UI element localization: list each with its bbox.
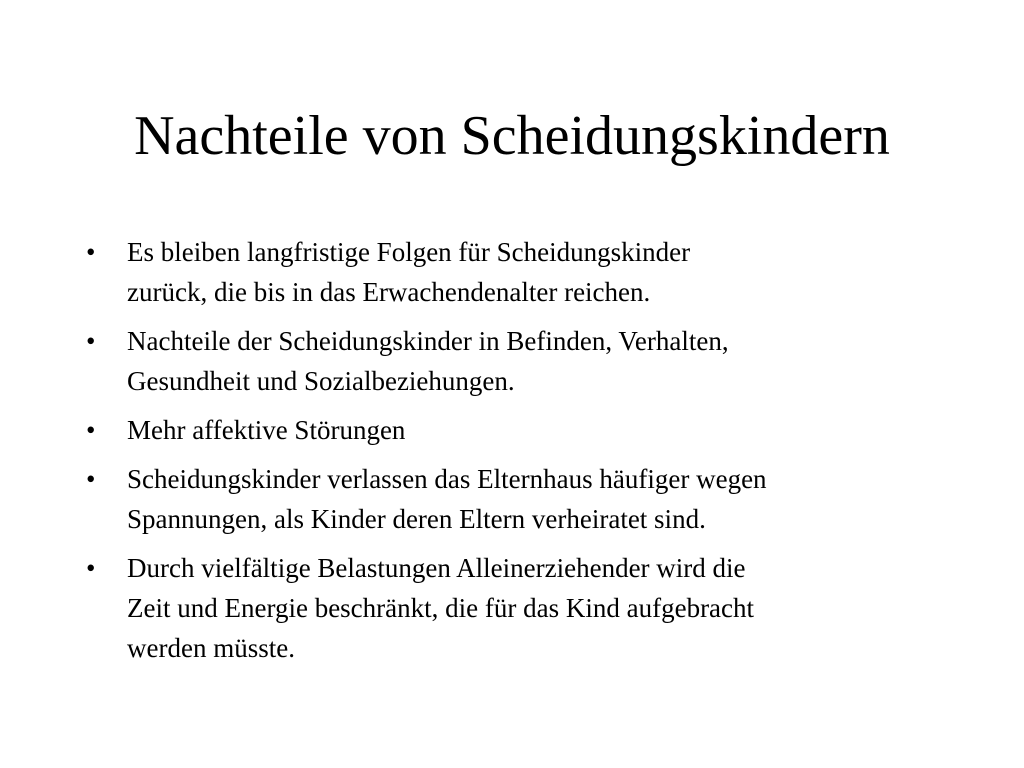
bullet-text-line: werden müsste.: [127, 633, 295, 663]
bullet-text-line: zurück, die bis in das Erwachendenalter reichen.: [127, 277, 651, 307]
bullet-text-line: Mehr affektive Störungen: [127, 415, 406, 445]
bullet-item-3: [82, 410, 952, 450]
bullet-marker: •: [86, 464, 96, 494]
bullet-text-line: Zeit und Energie beschränkt, die für das Kind aufgebracht: [127, 593, 755, 623]
bullet-item-2: [82, 321, 952, 401]
bullet-item-4: [82, 459, 952, 539]
bullet-text-line: Scheidungskinder verlassen das Elternhaus häufiger wegen: [127, 464, 767, 494]
bullet-text-line: Spannungen, als Kinder deren Eltern verheiratet sind.: [127, 504, 706, 534]
bullet-text-line: Es bleiben langfristige Folgen für Scheidungskinder: [127, 237, 691, 267]
bullet-text-line: Durch vielfältige Belastungen Alleinerziehender wird die: [127, 553, 746, 583]
bullet-text-line: Gesundheit und Sozialbeziehungen.: [127, 366, 515, 396]
bullet-marker: •: [86, 237, 96, 267]
bullet-marker: •: [86, 553, 96, 583]
bullet-marker: •: [86, 326, 96, 356]
bullet-item-1: [82, 232, 952, 312]
bullet-item-5: [82, 548, 952, 668]
bullet-list: [82, 232, 952, 677]
bullet-marker: •: [86, 415, 96, 445]
slide-title: Nachteile von Scheidungskindern: [134, 105, 890, 167]
bullet-text-line: Nachteile der Scheidungskinder in Befinden, Verhalten,: [127, 326, 729, 356]
